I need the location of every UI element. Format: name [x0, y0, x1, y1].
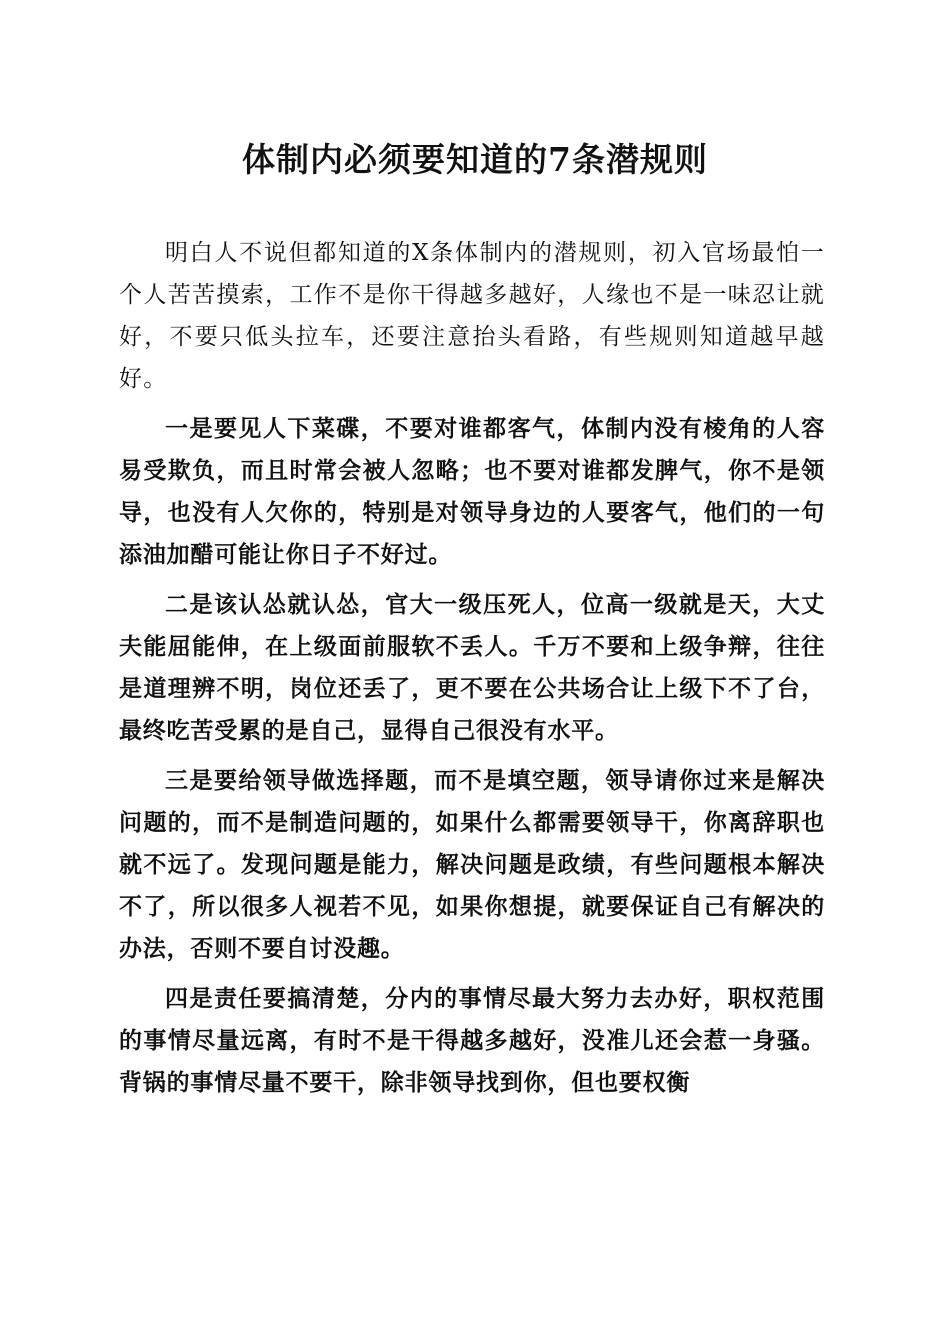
rule-four-paragraph: 四是责任要搞清楚，分内的事情尽最大努力去办好，职权范围的事情尽量远离，有时不是干得越多越好，没准儿还会惹一身骚。背锅的事情尽量不要干，除非领导找到你，但也要权衡	[119, 985, 825, 1096]
intro-paragraph: 明白人不说但都知道的X条体制内的潜规则，初入官场最怕一个人苦苦摸索，工作不是你干得越多越好，人缘也不是一味忍让就好，不要只低头拉车，还要注意抬头看路，有些规则知道越早越好。	[119, 240, 825, 392]
rule-one-paragraph: 一是要见人下菜碟，不要对谁都客气，体制内没有棱角的人容易受欺负，而且时常会被人忽略；也不要对谁都发脾气，你不是领导，也没有人欠你的，特别是对领导身边的人要客气，他们的一句添油加醋可能让你日子不好过。	[119, 415, 825, 568]
rule-two-paragraph: 二是该认怂就认怂，官大一级压死人，位高一级就是天，大丈夫能屈能伸，在上级面前服软不丢人。千万不要和上级争辩，往往是道理辨不明，岗位还丢了，更不要在公共场合让上级下不了台，最终吃苦受累的是自己，显得自己很没有水平。	[119, 591, 825, 744]
page-title: 体制内必须要知道的7条潜规则	[242, 140, 708, 179]
rule-three-paragraph: 三是要给领导做选择题，而不是填空题，领导请你过来是解决问题的，而不是制造问题的，如果什么都需要领导干，你离辞职也就不远了。发现问题是能力，解决问题是政绩，有些问题根本解决不了，所以很多人视若不见，如果你想提，就要保证自己有解决的办法，否则不要自讨没趣。	[119, 767, 825, 962]
document-body	[119, 232, 825, 1112]
